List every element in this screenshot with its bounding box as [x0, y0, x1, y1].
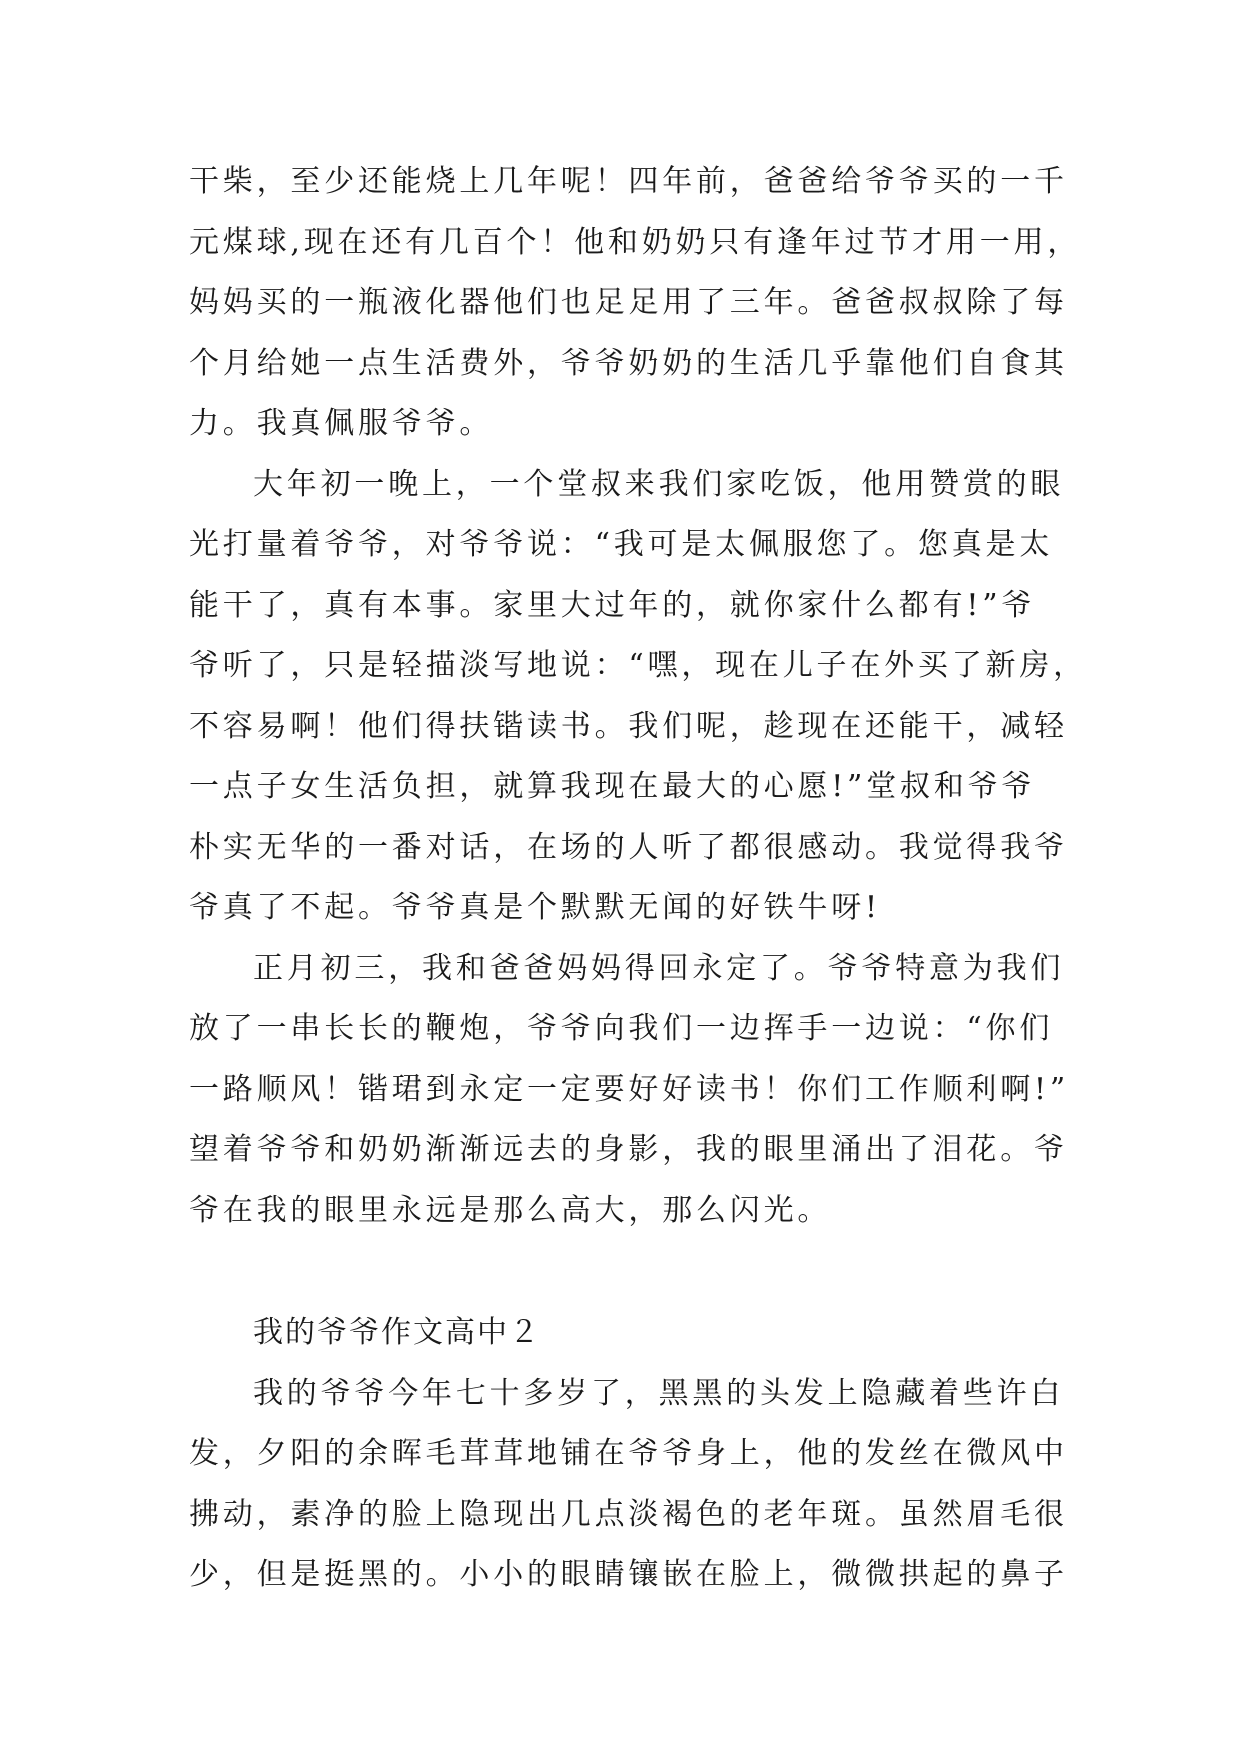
- paragraph: [189, 152, 1082, 455]
- text-line: 爷在我的眼里永远是那么高大，那么闪光。: [189, 1192, 832, 1228]
- paragraph: [189, 455, 1087, 939]
- text-line: 大年初一晚上，一个堂叔来我们家吃饭，他用赞赏的眼: [253, 466, 1065, 502]
- paragraph: [189, 1364, 1069, 1606]
- text-line: 力。我真佩服爷爷。: [189, 406, 494, 441]
- text-line: 爷听了，只是轻描淡写地说：“嘿，现在儿子在外买了新房，: [189, 648, 1087, 683]
- section-title: 我的爷爷作文高中２: [253, 1315, 541, 1350]
- text-line: 能干了，真有本事。家里大过年的，就你家什么都有!”爷: [189, 587, 1036, 623]
- document-body: [189, 152, 1087, 1606]
- text-line: 我的爷爷今年七十多岁了，黑黑的头发上隐藏着些许白: [253, 1375, 1065, 1411]
- text-line: 妈妈买的一瓶液化器他们也足足用了三年。爸爸叔叔除了每: [189, 285, 1068, 320]
- text-line: 一路顺风！锴珺到永定一定要好好读书！你们工作顺利啊!”: [189, 1071, 1069, 1107]
- text-line: 个月给她一点生活费外，爷爷奶奶的生活几乎靠他们自食其: [189, 345, 1068, 381]
- text-line: 爷真了不起。爷爷真是个默默无闻的好铁牛呀!: [189, 890, 881, 925]
- text-line: 不容易啊！他们得扶锴读书。我们呢，趁现在还能干，减轻: [189, 708, 1068, 744]
- text-line: 正月初三，我和爸爸妈妈得回永定了。爷爷特意为我们: [253, 950, 1065, 986]
- text-line: 发，夕阳的余晖毛茸茸地铺在爷爷身上，他的发丝在微风中: [189, 1436, 1068, 1471]
- paragraph: [189, 939, 1069, 1242]
- text-line: 少，但是挺黑的。小小的眼睛镶嵌在脸上，微微拱起的鼻子: [189, 1557, 1068, 1592]
- section-gap: [189, 1241, 1069, 1303]
- text-line: 放了一串长长的鞭炮，爷爷向我们一边挥手一边说：“你们: [189, 1011, 1054, 1046]
- text-line: 光打量着爷爷，对爷爷说：“我可是太佩服您了。您真是太: [189, 527, 1054, 562]
- text-line: 望着爷爷和奶奶渐渐远去的身影，我的眼里涌出了泪花。爷: [189, 1132, 1068, 1167]
- text-line: 元煤球,现在还有几百个！他和奶奶只有逢年过节才用一用，: [189, 224, 1082, 260]
- text-line: 拂动，素净的脸上隐现出几点淡褐色的老年斑。虽然眉毛很: [189, 1496, 1068, 1532]
- text-line: 干柴，至少还能烧上几年呢！四年前，爸爸给爷爷买的一千: [189, 164, 1068, 199]
- text-line: 一点子女生活负担，就算我现在最大的心愿!”堂叔和爷爷: [189, 769, 1036, 804]
- text-line: 朴实无华的一番对话，在场的人听了都很感动。我觉得我爷: [189, 829, 1068, 865]
